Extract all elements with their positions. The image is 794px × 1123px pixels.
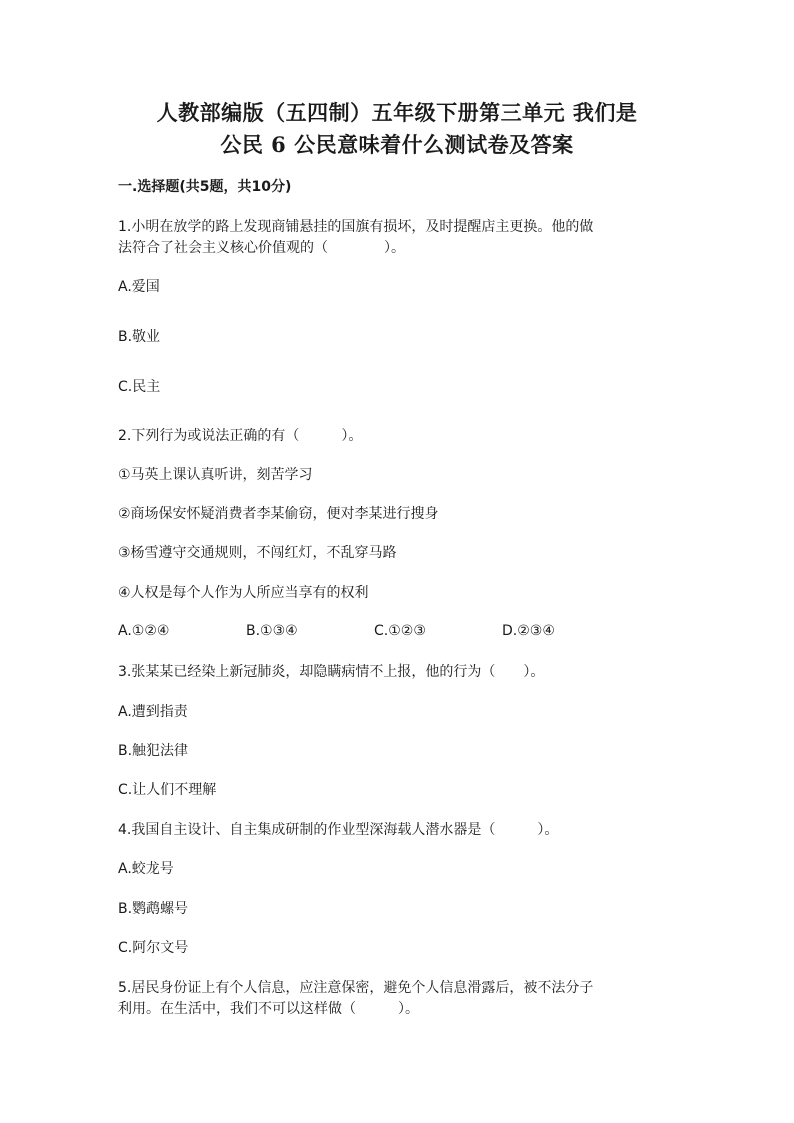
section-heading: 一.选择题(共5题，共10分) [118, 179, 292, 195]
question-1-text-line-2: 法符合了社会主义核心价值观的（ ）。 [118, 240, 405, 256]
question-2-option-d: D.②③④ [502, 623, 555, 639]
question-2-options-row [118, 620, 678, 642]
question-1-option-b: B.敬业 [118, 329, 161, 345]
question-2-statement-2: ②商场保安怀疑消费者李某偷窃，便对李某进行搜身 [118, 506, 439, 522]
question-2-option-b: B.①③④ [246, 623, 298, 639]
question-2-statement-1: ①马英上课认真听讲，刻苦学习 [118, 467, 313, 483]
question-3-option-b: B.触犯法律 [118, 743, 189, 759]
document-title-line-1: 人教部编版（五四制）五年级下册第三单元 我们是 [156, 100, 638, 125]
question-2-option-a: A.①②④ [118, 623, 170, 639]
question-2-option-c: C.①②③ [374, 623, 426, 639]
question-1-option-c: C.民主 [118, 379, 161, 395]
question-5-text-line-2: 利用。在生活中，我们不可以这样做（ ）。 [118, 1001, 419, 1017]
question-4-text: 4.我国自主设计、自主集成研制的作业型深海载人潜水器是（ ）。 [118, 822, 559, 838]
question-3-option-a: A.遭到指责 [118, 704, 188, 720]
question-3-option-c: C.让人们不理解 [118, 782, 217, 798]
question-1-text-line-1: 1.小明在放学的路上发现商铺悬挂的国旗有损坏，及时提醒店主更换。他的做 [118, 219, 594, 235]
question-4-option-a: A.蛟龙号 [118, 861, 174, 877]
question-2-statement-4: ④人权是每个人作为人所应当享有的权利 [118, 585, 369, 601]
question-2-statement-3: ③杨雪遵守交通规则，不闯红灯，不乱穿马路 [118, 545, 397, 561]
question-4-option-c: C.阿尔文号 [118, 940, 189, 956]
question-4-option-b: B.鹦鹉螺号 [118, 901, 189, 917]
question-1-option-a: A.爱国 [118, 279, 160, 295]
question-2-text: 2.下列行为或说法正确的有（ ）。 [118, 428, 363, 444]
question-5-text-line-1: 5.居民身份证上有个人信息，应注意保密，避免个人信息滑露后，被不法分子 [118, 980, 594, 996]
document-title-line-2: 公民 6 公民意味着什么测试卷及答案 [220, 132, 574, 157]
question-3-text: 3.张某某已经染上新冠肺炎，却隐瞒病情不上报，他的行为（ ）。 [118, 664, 545, 680]
